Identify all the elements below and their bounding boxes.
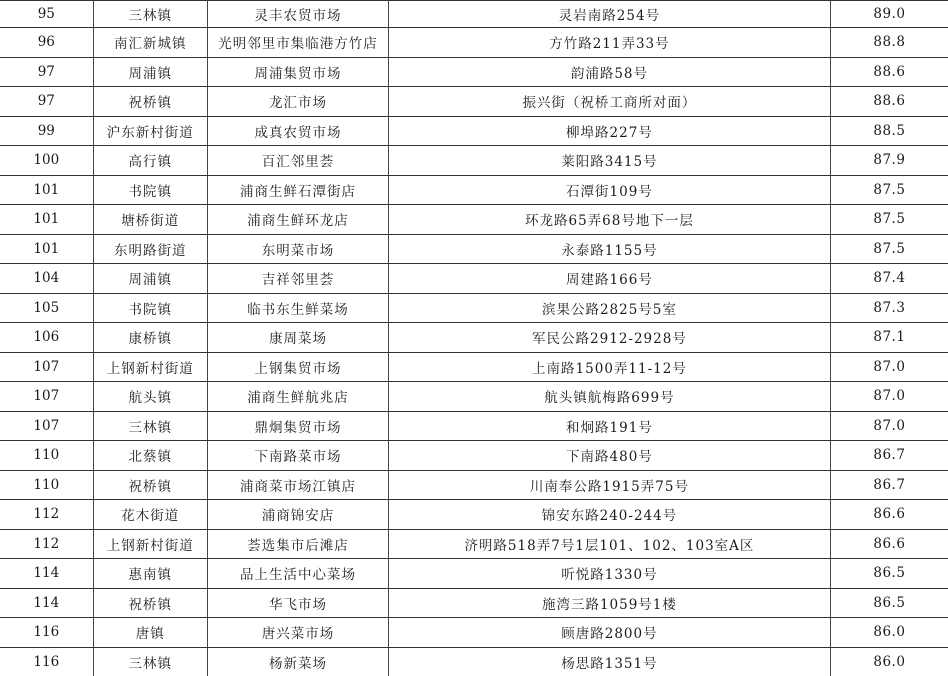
town-cell: 周浦镇 (93, 57, 207, 87)
market-cell: 品上生活中心菜场 (207, 559, 388, 589)
market-cell: 百汇邻里荟 (207, 146, 388, 176)
table-row (0, 264, 948, 294)
table-row (0, 205, 948, 235)
address-cell: 永泰路1155号 (389, 234, 831, 264)
table-row (0, 234, 948, 264)
address-cell: 杨思路1351号 (389, 647, 831, 676)
rank-cell: 105 (0, 293, 93, 323)
table-row (0, 470, 948, 500)
score-cell: 86.5 (830, 588, 948, 618)
score-cell: 87.0 (830, 382, 948, 412)
market-cell: 上钢集贸市场 (207, 352, 388, 382)
table-row (0, 293, 948, 323)
market-cell: 浦商生鲜环龙店 (207, 205, 388, 235)
address-cell: 莱阳路3415号 (389, 146, 831, 176)
table-row (0, 559, 948, 589)
score-cell: 86.0 (830, 647, 948, 676)
table-row (0, 323, 948, 353)
score-cell: 86.0 (830, 618, 948, 648)
score-cell: 87.4 (830, 264, 948, 294)
rank-cell: 112 (0, 529, 93, 559)
market-cell: 浦商菜市场江镇店 (207, 470, 388, 500)
table-row (0, 588, 948, 618)
address-cell: 滨果公路2825号5室 (389, 293, 831, 323)
address-cell: 韵浦路58号 (389, 57, 831, 87)
address-cell: 灵岩南路254号 (389, 1, 831, 28)
address-cell: 环龙路65弄68号地下一层 (389, 205, 831, 235)
market-cell: 周浦集贸市场 (207, 57, 388, 87)
town-cell: 塘桥街道 (93, 205, 207, 235)
score-cell: 87.5 (830, 175, 948, 205)
town-cell: 周浦镇 (93, 264, 207, 294)
address-cell: 施湾三路1059号1楼 (389, 588, 831, 618)
market-cell: 龙汇市场 (207, 87, 388, 117)
address-cell: 航头镇航梅路699号 (389, 382, 831, 412)
market-cell: 下南路菜市场 (207, 441, 388, 471)
town-cell: 南汇新城镇 (93, 28, 207, 58)
market-cell: 吉祥邻里荟 (207, 264, 388, 294)
town-cell: 祝桥镇 (93, 470, 207, 500)
score-cell: 86.6 (830, 500, 948, 530)
town-cell: 上钢新村街道 (93, 529, 207, 559)
address-cell: 锦安东路240-244号 (389, 500, 831, 530)
table-row (0, 175, 948, 205)
address-cell: 听悦路1330号 (389, 559, 831, 589)
market-cell: 荟选集市后滩店 (207, 529, 388, 559)
rank-cell: 112 (0, 500, 93, 530)
rank-cell: 106 (0, 323, 93, 353)
address-cell: 柳埠路227号 (389, 116, 831, 146)
score-cell: 87.5 (830, 205, 948, 235)
rank-cell: 96 (0, 28, 93, 58)
town-cell: 北蔡镇 (93, 441, 207, 471)
rank-cell: 97 (0, 87, 93, 117)
table-body (0, 1, 948, 676)
town-cell: 三林镇 (93, 647, 207, 676)
rank-cell: 110 (0, 470, 93, 500)
address-cell: 振兴街（祝桥工商所对面） (389, 87, 831, 117)
market-cell: 浦商锦安店 (207, 500, 388, 530)
address-cell: 川南奉公路1915弄75号 (389, 470, 831, 500)
town-cell: 惠南镇 (93, 559, 207, 589)
table-row (0, 441, 948, 471)
market-cell: 鼎炯集贸市场 (207, 411, 388, 441)
rank-cell: 110 (0, 441, 93, 471)
rank-cell: 101 (0, 175, 93, 205)
rank-cell: 107 (0, 382, 93, 412)
score-cell: 87.9 (830, 146, 948, 176)
market-cell: 浦商生鲜石潭街店 (207, 175, 388, 205)
rank-cell: 116 (0, 618, 93, 648)
table-row (0, 352, 948, 382)
rank-cell: 116 (0, 647, 93, 676)
address-cell: 济明路518弄7号1层101、102、103室A区 (389, 529, 831, 559)
market-cell: 康周菜场 (207, 323, 388, 353)
town-cell: 祝桥镇 (93, 588, 207, 618)
rank-cell: 114 (0, 559, 93, 589)
town-cell: 书院镇 (93, 175, 207, 205)
rank-cell: 97 (0, 57, 93, 87)
address-cell: 和炯路191号 (389, 411, 831, 441)
score-cell: 88.6 (830, 87, 948, 117)
market-cell: 浦商生鲜航兆店 (207, 382, 388, 412)
score-cell: 86.6 (830, 529, 948, 559)
market-cell: 灵丰农贸市场 (207, 1, 388, 28)
rank-cell: 101 (0, 234, 93, 264)
town-cell: 高行镇 (93, 146, 207, 176)
table-row (0, 500, 948, 530)
score-cell: 87.5 (830, 234, 948, 264)
table-row (0, 146, 948, 176)
market-cell: 光明邻里市集临港方竹店 (207, 28, 388, 58)
table-row (0, 28, 948, 58)
rank-cell: 95 (0, 1, 93, 28)
town-cell: 东明路街道 (93, 234, 207, 264)
score-cell: 87.3 (830, 293, 948, 323)
score-cell: 86.7 (830, 470, 948, 500)
table-row (0, 87, 948, 117)
rank-cell: 107 (0, 352, 93, 382)
table-row (0, 529, 948, 559)
town-cell: 花木街道 (93, 500, 207, 530)
town-cell: 三林镇 (93, 1, 207, 28)
town-cell: 唐镇 (93, 618, 207, 648)
table-row (0, 1, 948, 28)
rank-cell: 107 (0, 411, 93, 441)
market-cell: 唐兴菜市场 (207, 618, 388, 648)
table-row (0, 116, 948, 146)
score-cell: 87.1 (830, 323, 948, 353)
town-cell: 沪东新村街道 (93, 116, 207, 146)
score-cell: 87.0 (830, 352, 948, 382)
market-cell: 杨新菜场 (207, 647, 388, 676)
score-cell: 86.7 (830, 441, 948, 471)
table-row (0, 411, 948, 441)
score-cell: 87.0 (830, 411, 948, 441)
rank-cell: 99 (0, 116, 93, 146)
rank-cell: 101 (0, 205, 93, 235)
address-cell: 石潭街109号 (389, 175, 831, 205)
score-cell: 88.5 (830, 116, 948, 146)
market-cell: 华飞市场 (207, 588, 388, 618)
town-cell: 三林镇 (93, 411, 207, 441)
town-cell: 上钢新村街道 (93, 352, 207, 382)
address-cell: 上南路1500弄11-12号 (389, 352, 831, 382)
table-row (0, 382, 948, 412)
address-cell: 军民公路2912-2928号 (389, 323, 831, 353)
address-cell: 下南路480号 (389, 441, 831, 471)
table-row (0, 618, 948, 648)
address-cell: 周建路166号 (389, 264, 831, 294)
address-cell: 方竹路211弄33号 (389, 28, 831, 58)
address-cell: 顾唐路2800号 (389, 618, 831, 648)
score-cell: 88.8 (830, 28, 948, 58)
town-cell: 书院镇 (93, 293, 207, 323)
market-cell: 东明菜市场 (207, 234, 388, 264)
rank-cell: 114 (0, 588, 93, 618)
market-cell: 临书东生鲜菜场 (207, 293, 388, 323)
score-cell: 88.6 (830, 57, 948, 87)
town-cell: 康桥镇 (93, 323, 207, 353)
town-cell: 祝桥镇 (93, 87, 207, 117)
score-cell: 89.0 (830, 1, 948, 28)
town-cell: 航头镇 (93, 382, 207, 412)
score-cell: 86.5 (830, 559, 948, 589)
rank-cell: 100 (0, 146, 93, 176)
table-row (0, 647, 948, 676)
market-cell: 成真农贸市场 (207, 116, 388, 146)
rank-cell: 104 (0, 264, 93, 294)
table-row (0, 57, 948, 87)
